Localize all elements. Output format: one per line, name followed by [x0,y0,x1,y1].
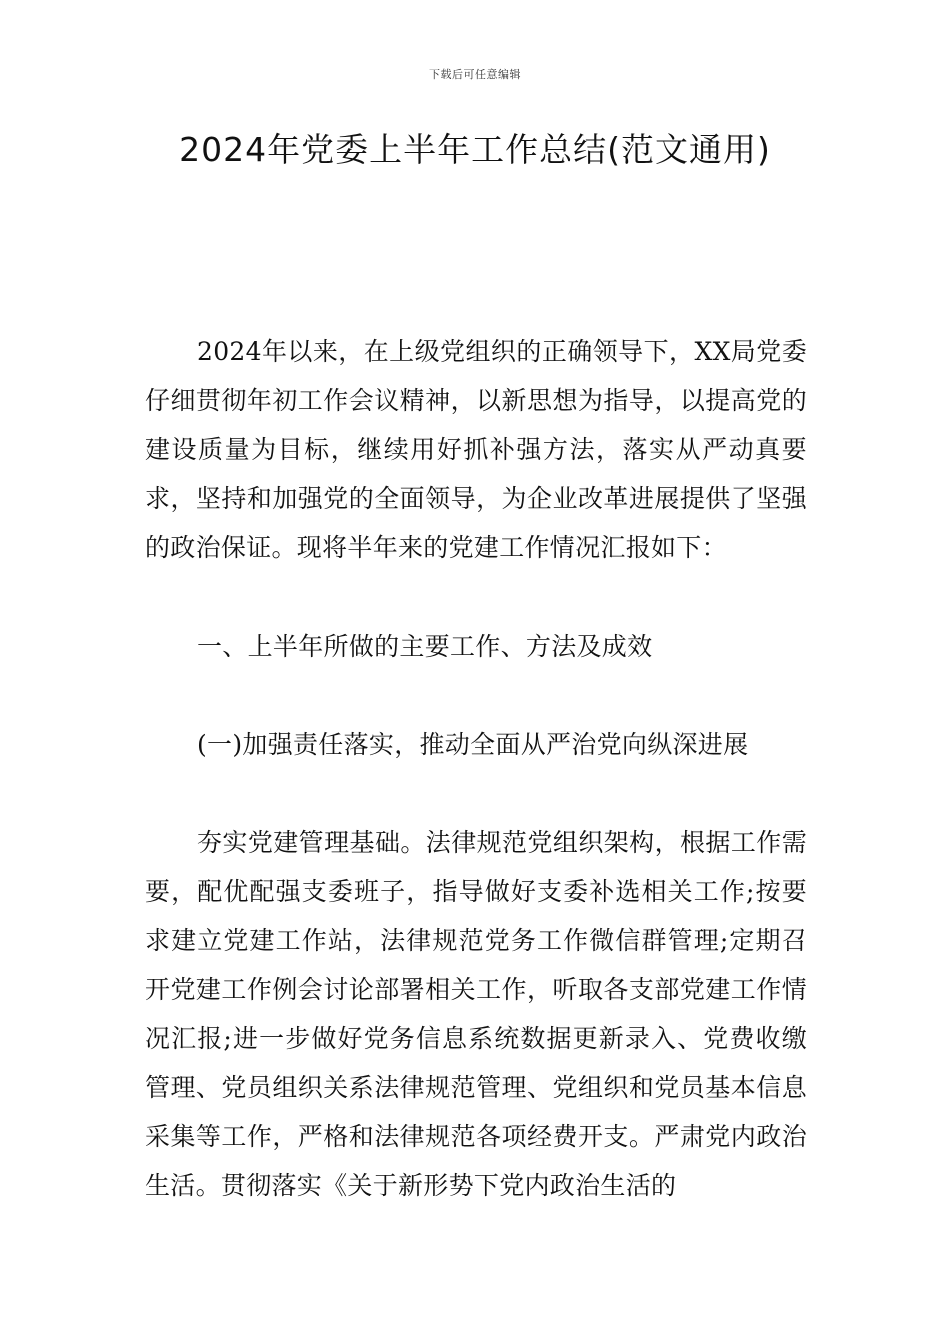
header-note: 下载后可任意编辑 [429,68,521,81]
document-title: 2024年党委上半年工作总结(范文通用) [179,130,771,169]
subsection-heading: (一)加强责任落实，推动全面从严治党向纵深进展 [197,730,749,759]
intro-paragraph: 2024年以来，在上级党组织的正确领导下，XX局党委仔细贯彻年初工作会议精神，以新思想为指导，以提高党的建设质量为目标，继续用好抓补强方法，落实从严动真要求，坚持和加强党的全面领导，为企业改革进展提供了坚强的政治保证。现将半年来的党建工作情况汇报如下： [145,337,807,562]
section-heading: 一、上半年所做的主要工作、方法及成效 [197,632,653,661]
body-paragraph: 夯实党建管理基础。法律规范党组织架构，根据工作需要，配优配强支委班子，指导做好支委补选相关工作;按要求建立党建工作站，法律规范党务工作微信群管理;定期召开党建工作例会讨论部署相关工作，听取各支部党建工作情况汇报;进一步做好党务信息系统数据更新录入、党费收缴管理、党员组织关系法律规范管理、党组织和党员基本信息采集等工作，严格和法律规范各项经费开支。严肃党内政治生活。贯彻落实《关于新形势下党内政治生活的 [145,828,807,1200]
